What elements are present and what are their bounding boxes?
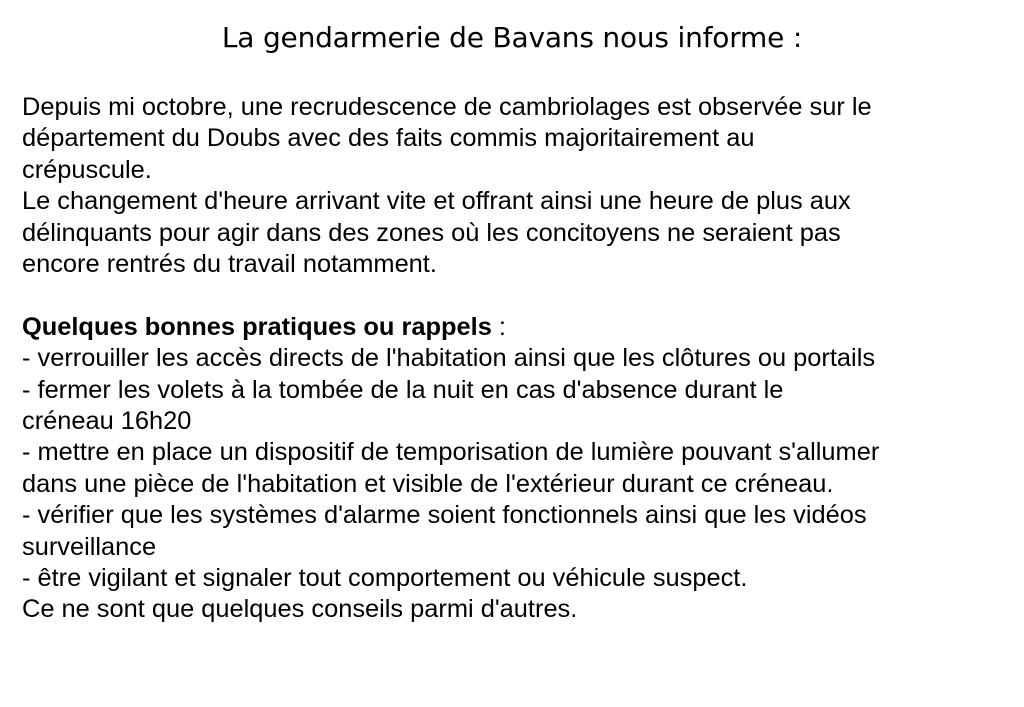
intro-line: département du Doubs avec des faits commis majoritairement au bbox=[22, 124, 755, 153]
notice-body bbox=[22, 92, 1012, 626]
paragraph-spacer bbox=[22, 280, 1012, 311]
practice-item-line: créneau 16h20 bbox=[22, 407, 192, 436]
intro-line: crépuscule. bbox=[22, 155, 152, 184]
practices-heading-line bbox=[22, 312, 1012, 343]
practice-item-line: - mettre en place un dispositif de temporisation de lumière pouvant s'allumer bbox=[22, 438, 880, 467]
practice-item-line: - verrouiller les accès directs de l'habitation ainsi que les clôtures ou portails bbox=[22, 344, 876, 373]
practice-item-line: dans une pièce de l'habitation et visible de l'extérieur durant ce créneau. bbox=[22, 469, 834, 498]
practices-heading-suffix: : bbox=[491, 312, 506, 341]
closing-line: Ce ne sont que quelques conseils parmi d'autres. bbox=[22, 595, 578, 624]
practice-item-line: surveillance bbox=[22, 532, 157, 561]
practices-heading: Quelques bonnes pratiques ou rappels bbox=[22, 312, 492, 341]
intro-line: délinquants pour agir dans des zones où les concitoyens ne seraient pas bbox=[22, 218, 841, 247]
page-title: La gendarmerie de Bavans nous informe : bbox=[221, 21, 803, 54]
intro-line: Le changement d'heure arrivant vite et offrant ainsi une heure de plus aux bbox=[22, 187, 851, 216]
practice-item-line: - être vigilant et signaler tout comportement ou véhicule suspect. bbox=[22, 564, 748, 593]
practice-item-line: - fermer les volets à la tombée de la nuit en cas d'absence durant le bbox=[22, 375, 784, 404]
intro-line: Depuis mi octobre, une recrudescence de cambriolages est observée sur le bbox=[22, 93, 872, 121]
practice-item-line: - vérifier que les systèmes d'alarme soient fonctionnels ainsi que les vidéos bbox=[22, 501, 867, 530]
intro-line: encore rentrés du travail notamment. bbox=[22, 250, 437, 279]
